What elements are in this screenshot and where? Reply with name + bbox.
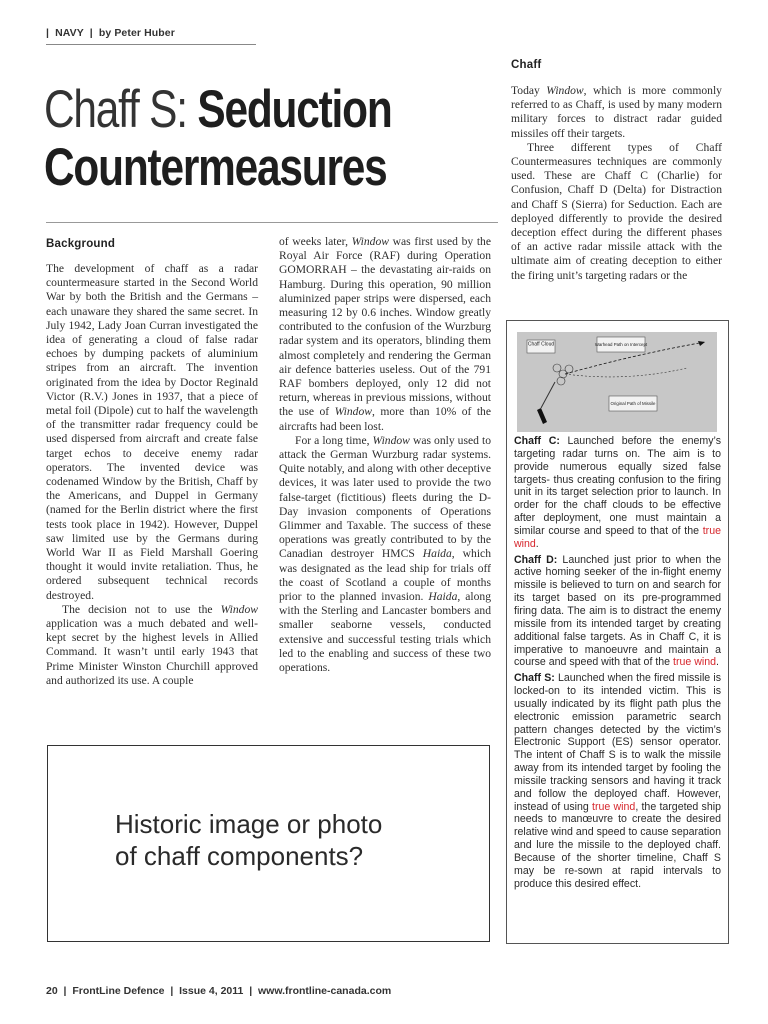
chaff-d-entry: Chaff D: Launched just prior to when the active homing seeker of the in-flight enemy missile is believed to turn on and search for its target based on its pre-programmed firing data. The aim is to distract the enemy missile from its intended target by creating additional false targets. As in Chaff C, it is imperative to manoeuvre and maintain a course and speed with that of the true wind. (514, 553, 721, 669)
issue-label: Issue 4, 2011 (179, 985, 244, 997)
column-2 (279, 235, 491, 675)
title-line2: Countermeasures (44, 138, 387, 197)
page-header (46, 27, 175, 39)
background-paragraph-2: The decision not to use the Window application was a much debated and well-kept secret by the highest levels in Allied Command. It wasn’t until early 1943 that Prime Minister Winston Churchill approved and authorized its use. A couple (46, 602, 258, 687)
chaff-paragraph-1: Today Window, which is more commonly referred to as Chaff, is used by many modern military forces to distract radar guided missiles off their targets. (511, 84, 722, 140)
page-footer (46, 985, 391, 997)
background-paragraph-1: The development of chaff as a radar countermeasure started in the Second World War by both the British and the Germans – each unaware they shared the same secret. In July 1942, Lady Joan Curran investigated the idea of generating a cloud of false radar echoes by dumping packets of aluminium stripes from an aircraft. The invention originated from the idea by Doctor Reginald Victor (R.V.) Jones in 1937, that a piece of metal foil (Dipole) cut to half the wavelength of the transmitter radar frequency could be used dispersed from aircraft and create false target echos to deceive enemy radar operators. The invented device was codenamed Window by the British, Chaff by the Americans, and Duppel in Germany (named for the Berlin district where the first tests took place in 1942). However, Duppel saw limited use by the Germans during World War II as Field Marshall Goering thought it would invite retaliation. Thus, he ordered subsequent technical records destroyed. (46, 262, 258, 602)
footer-divider: | (167, 985, 177, 997)
chaff-cloud-label: Chaff Cloud (527, 341, 555, 348)
magazine-name: FrontLine Defence (72, 985, 165, 997)
original-path-label: Original Path of Missile (610, 401, 656, 406)
background-heading: Background (46, 238, 116, 250)
column-3 (511, 84, 722, 283)
title-part-light: Chaff S: (44, 80, 198, 139)
background-paragraph-4: For a long time, Window was only used to attack the German Wurzburg radar systems. Quite notably, and along with other deceptive devices, it was later used to provide the two false-target (fictitious) fleets during the D-Day invasion components of Operations Glimmer and Taxable. The success of these operations was greatly contributed to by the Canadian destroyer HMCS Haida, which was designated as the lead ship for trials off the coast of Scotland a couple of months prior to the planned invasion. Haida, along with the Sterling and Lancaster bombers and smaller seaborne vessels, conducted extensive and successful testing trials which led to the enabling and success of these two operations. (279, 433, 491, 675)
title-part-bold: Seduction (197, 80, 392, 139)
background-paragraph-3: of weeks later, Window was first used by the Royal Air Force (RAF) during Operation GOMORRAH – the devastating air-raids on Hamburg. During this operation, 90 million aluminized paper strips were dispersed, each measuring 12 by 0.6 inches. Window greatly contributed to the confusion of the Wurzburg radar system and its operators, blinding them almost completely and rendering the German air defence batteries useless. Out of the 791 RAF bombers deployed, only 12 did not return, whereas in previous missions, without the use of Window, more than 10% of the aircrafts had been lost. (279, 235, 491, 433)
image-placeholder (47, 745, 490, 942)
footer-divider: | (60, 985, 70, 997)
chaff-paragraph-2: Three different types of Chaff Countermeasures techniques are commonly used. These are Chaff C (Charlie) for Confusion, Chaff D (Delta) for Distraction and Chaff S (Sierra) for Seduction. Each are deployed differently to provide the desired deception effect during the different phases of an active radar missile attack with the ultimate aim of creating deception to either the firing unit’s targeting radars or the (511, 140, 722, 282)
chaff-c-entry: Chaff C: Launched before the enemy’s targeting radar turns on. The aim is to provide numerous equally sized false targets- thus creating confusion to the firing unit in its target selection prior to launch. In order for the chaff clouds to be effective after deployment, one must maintain a similar course and speed to that of the true wind. (514, 435, 721, 550)
chaff-heading: Chaff (511, 59, 542, 71)
chaff-diagram (517, 332, 717, 432)
header-rule (46, 44, 256, 45)
byline: by Peter Huber (98, 27, 175, 39)
placeholder-caption: Historic image or photo of chaff components? (115, 809, 383, 871)
chaff-types-sidebar (506, 320, 729, 944)
title-rule (46, 222, 498, 223)
footer-divider: | (246, 985, 256, 997)
warhead-label: Warhead Path on Intercept (594, 342, 648, 347)
chaff-s-entry: Chaff S: Launched when the fired missile is locked-on to its intended victim. This is usually indicated by its flight path plus the electronic emission parametric search pattern changes detected by the victim’s Electronic Support (ES) sensor operator. The intent of Chaff S is to walk the missile away from its intended target by fooling the missile tracking sensors and having it track and follow the deployed chaff. However, instead of using true wind, the targeted ship needs to manœuvre to create the desired relative wind and speed to cause separation and lure the missile to the deployed chaff. Because of the shorter timeline, Chaff S may be re-sown at rapid intervals to produce this desired effect. (514, 672, 721, 890)
header-divider: | (86, 27, 96, 39)
section-label: NAVY (55, 27, 84, 39)
column-1 (46, 262, 258, 688)
chaff-types-text (514, 435, 721, 894)
page-number: 20 (46, 985, 58, 997)
article-title (44, 82, 474, 196)
header-divider: | (46, 27, 53, 39)
website-link[interactable]: www.frontline-canada.com (257, 985, 392, 997)
